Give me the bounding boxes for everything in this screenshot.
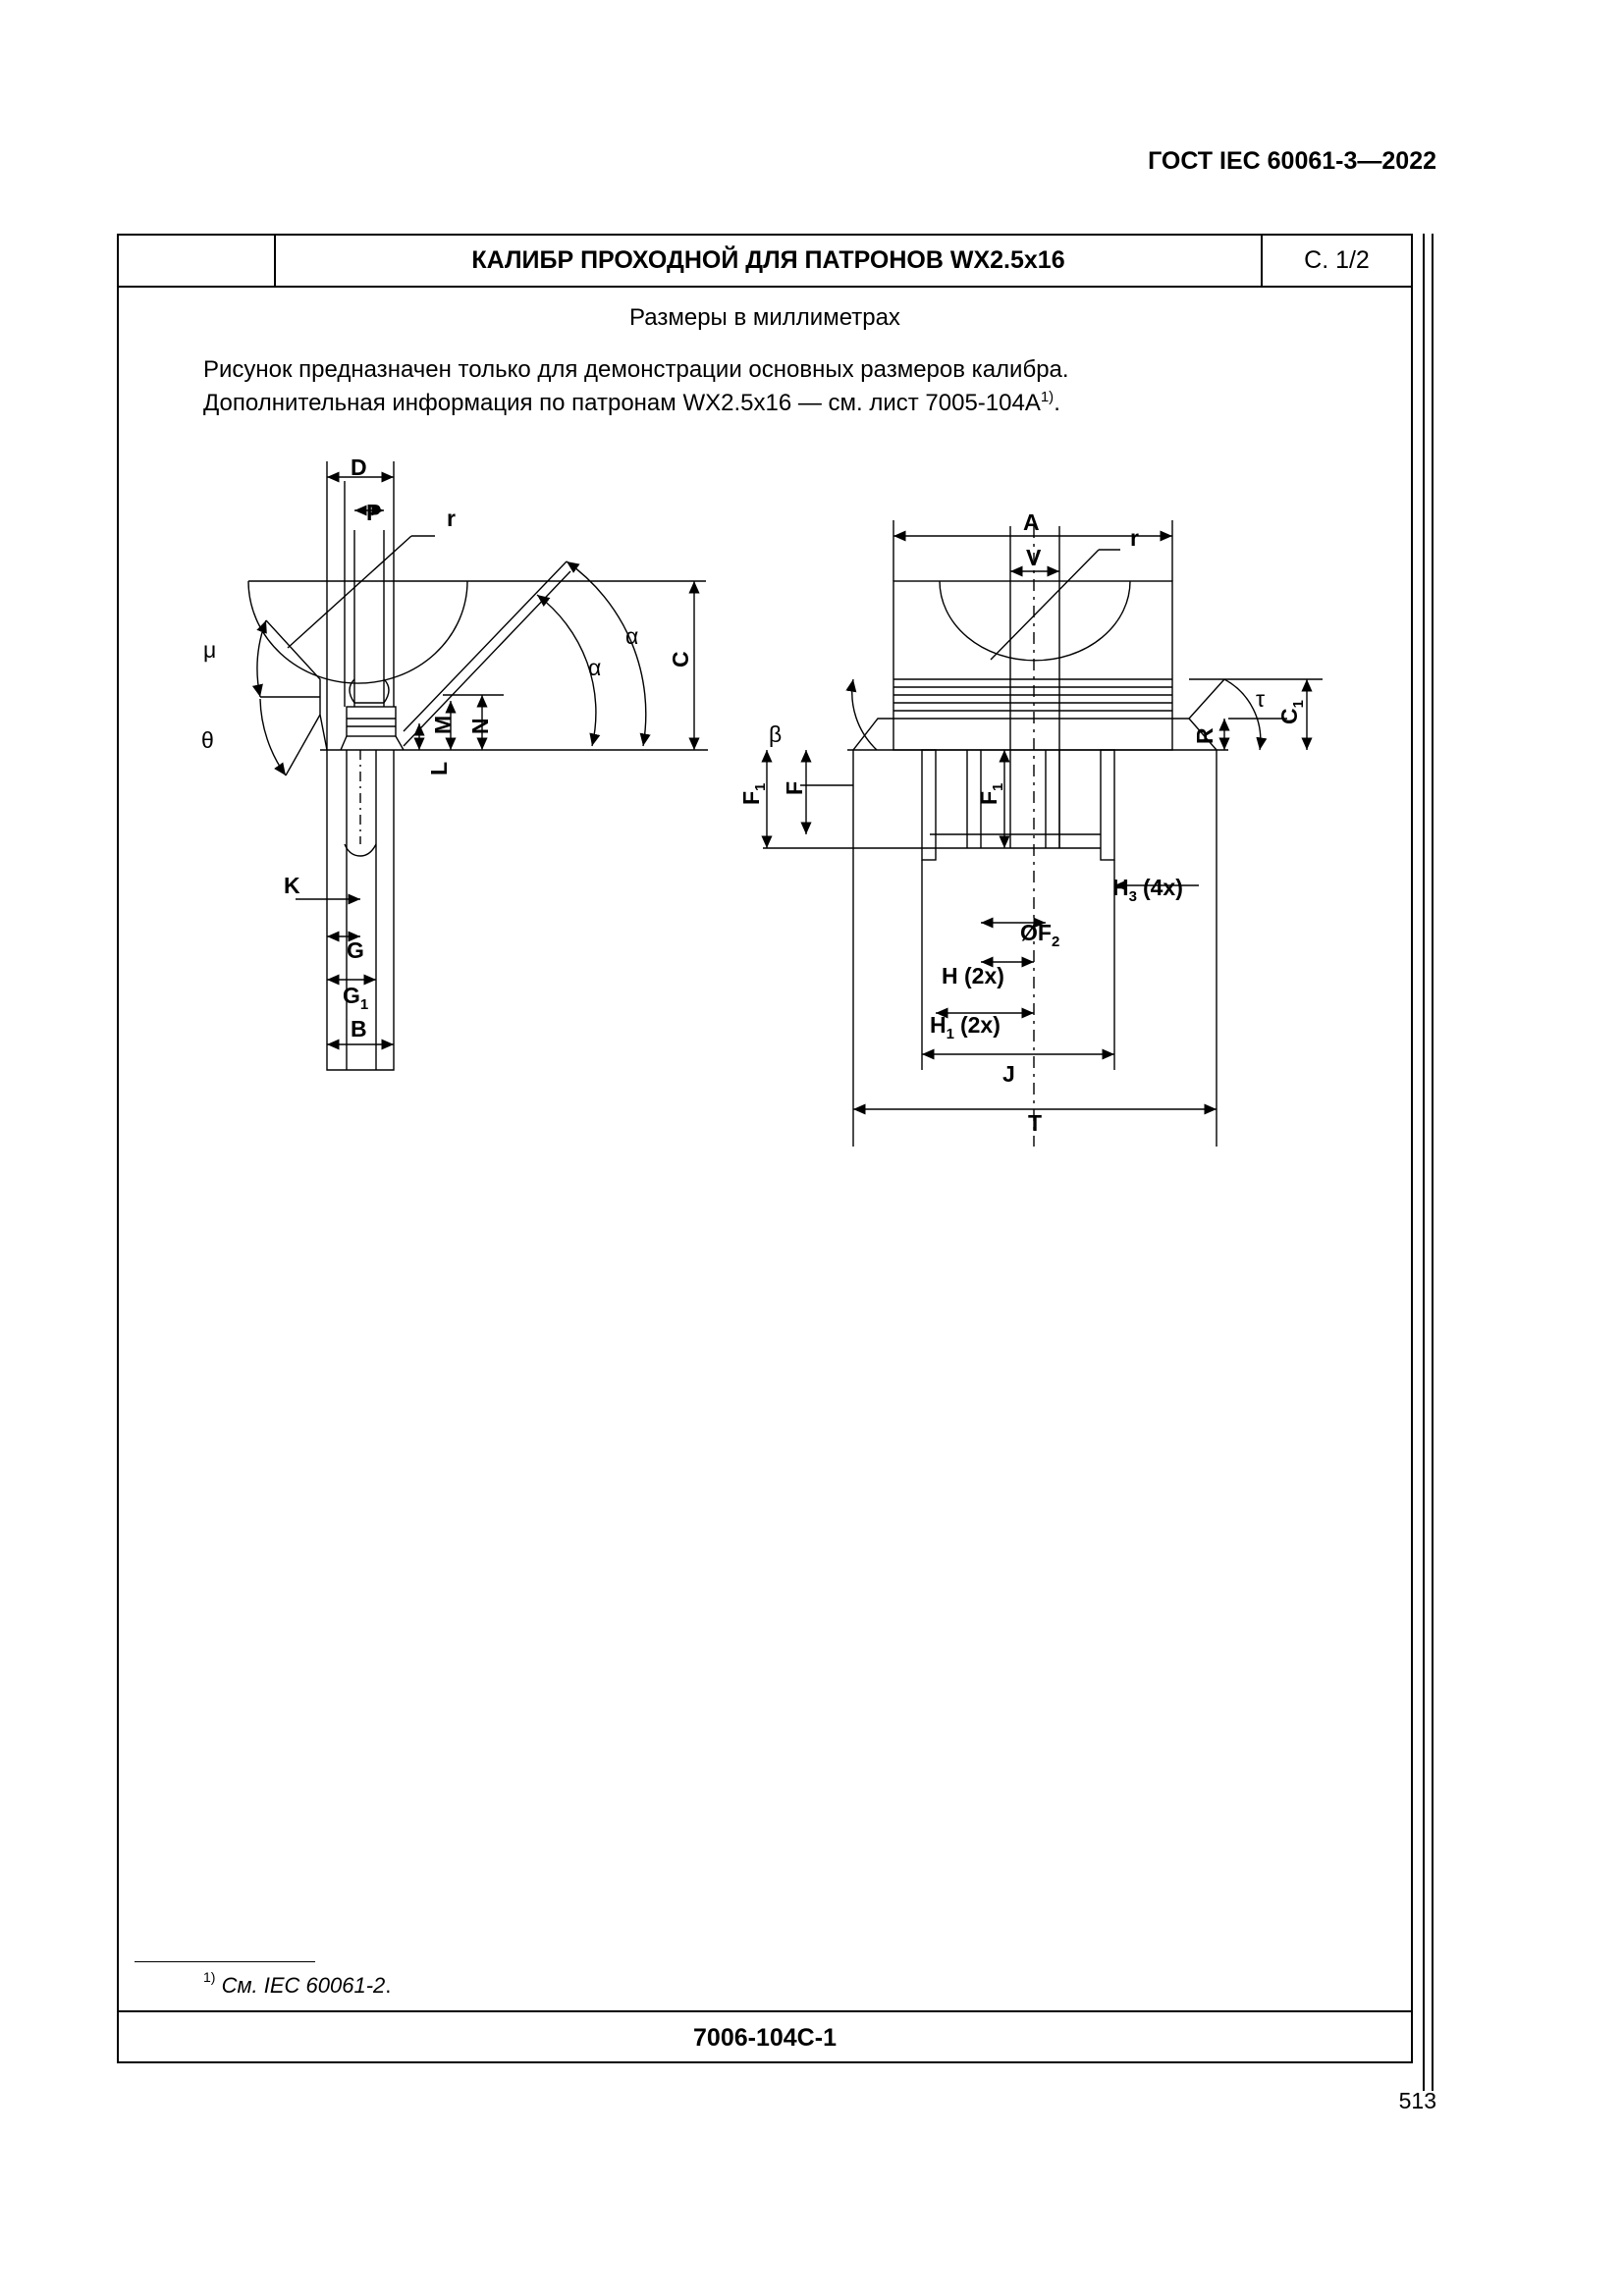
description-line-1: Рисунок предназначен только для демонстрации основных размеров калибра. — [203, 356, 1069, 383]
label-G1: $G_1$ — [343, 983, 369, 1013]
label-D: D — [351, 454, 367, 480]
label-r-left: r — [447, 506, 456, 531]
frame-edge-line — [1432, 234, 1434, 2091]
label-V: V — [1026, 545, 1042, 570]
gauge-drawing — [119, 236, 1411, 2061]
label-r-right: r — [1130, 525, 1139, 551]
label-T: T — [1028, 1110, 1043, 1136]
footnote: $^{1)}$ См. IEC 60061-2. — [203, 1969, 392, 1998]
footnote-marker: 1) — [203, 1969, 216, 1985]
page-number: 513 — [1398, 2088, 1436, 2113]
label-J: J — [1002, 1061, 1015, 1087]
footnote-ref: 1) — [1040, 389, 1055, 405]
sheet-title: КАЛИБР ПРОХОДНОЙ ДЛЯ ПАТРОНОВ WX2.5x16 — [471, 246, 1065, 274]
label-theta: θ — [201, 727, 214, 753]
footnote-text: См. IEC 60061-2 — [221, 1973, 386, 1998]
label-B: B — [351, 1016, 367, 1041]
label-G: G — [347, 937, 364, 963]
label-C1: $C_1$ — [1276, 700, 1307, 724]
standard-code: ГОСТ IEC 60061-3—2022 — [1148, 147, 1436, 175]
label-F2: $ØF_2$ — [1020, 920, 1060, 950]
label-P: P — [366, 500, 382, 525]
label-F1-left: $F_1$ — [738, 782, 769, 805]
label-A: A — [1023, 509, 1040, 535]
label-F1-center: $F_1$ — [976, 782, 1006, 805]
units-note: Размеры в миллиметрах — [629, 304, 900, 331]
drawing-sheet-frame — [117, 234, 1413, 2063]
label-K: K — [284, 873, 300, 898]
sheet-page-label: С. 1/2 — [1304, 246, 1370, 274]
label-C: C — [668, 651, 693, 667]
label-N: N — [467, 718, 493, 734]
frame-edge-line — [1423, 234, 1425, 2091]
label-beta: β — [769, 721, 783, 747]
label-F: F — [782, 780, 807, 795]
label-alpha-inner: α — [588, 655, 602, 680]
footnote-rule — [135, 1961, 315, 1962]
label-H: H (2x) — [942, 963, 1004, 988]
label-R: R — [1192, 727, 1217, 744]
label-H3: $H_3$ (4x) — [1112, 875, 1183, 905]
label-M: M — [430, 715, 456, 734]
label-L: L — [426, 761, 452, 775]
left-view — [201, 454, 708, 1070]
label-H1: $H_1$ (2x) — [930, 1012, 1001, 1042]
description-line-2: Дополнительная информация по патронам WX2.5x16 — см. лист $7005-104A^{1)}$. — [203, 389, 1060, 416]
right-view — [738, 509, 1323, 1147]
sheet-footer-row — [119, 2010, 1411, 2063]
label-tau: τ — [1256, 686, 1266, 712]
label-mu: μ — [203, 637, 217, 663]
label-alpha-outer: α — [625, 623, 639, 649]
sheet-number: 7006-104C-1 — [693, 2024, 837, 2052]
